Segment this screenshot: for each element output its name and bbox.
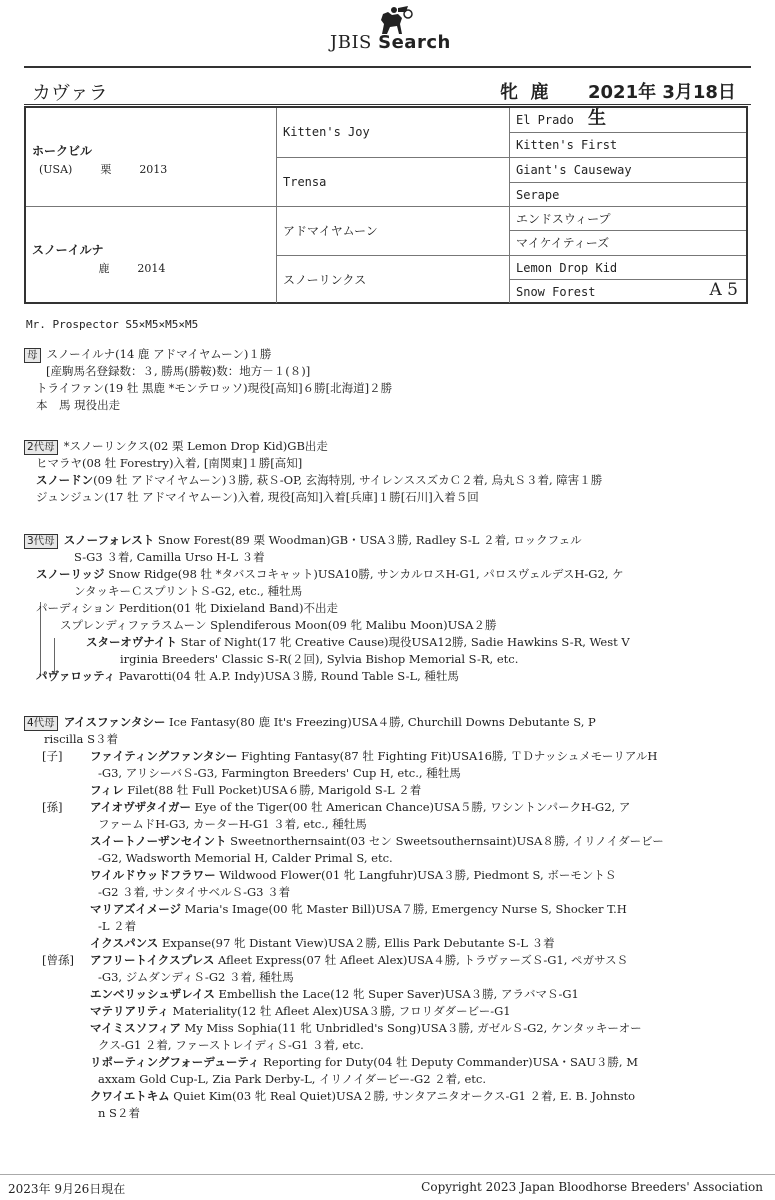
footer-date: 2023年 9月26日現在 <box>8 1182 126 1196</box>
g2-cell: Trensa <box>276 157 509 206</box>
dam-info: 鹿 2014 <box>98 262 166 275</box>
descendant-name: イクスパンス <box>90 936 159 950</box>
descendant-record: Maria's Image(00 牝 Master Bill)USA７勝, Emergency Nurse S, Shocker T.H <box>180 902 627 916</box>
jbis-logo[interactable] <box>326 6 461 54</box>
g3-cell: マイケイティーズ <box>509 230 746 255</box>
continuation: ファームドH-G3, カーターH-G1 ３着, etc., 種牡馬 <box>98 817 367 831</box>
footer-divider <box>0 1174 775 1175</box>
g3-cell: Lemon Drop Kid <box>509 255 746 279</box>
descendant-row <box>24 833 755 850</box>
horse-sex-color: 牝 鹿 <box>500 82 549 103</box>
descendant-row <box>24 1054 755 1071</box>
foal-line: スノードン(09 牡 アドマイヤムーン)３勝, 萩Ｓ-OP, 玄海特別, サイレンススズカＣ２着, 烏丸Ｓ３着, 障害１勝 <box>36 473 603 487</box>
descendant-record: Sweetnorthernsaint(03 セン Sweetsouthernsaint)USA８勝, イリノイダービー <box>226 834 664 848</box>
foal-line: スターオヴナイト Star of Night(17 牝 Creative Cause)現役USA12勝, Sadie Hawkins S-R, West V <box>86 635 630 649</box>
family-number: A 5 <box>709 280 738 300</box>
foal-line: ジュンジュン(17 牡 アドマイヤムーン)入着, 現役[高知]入着[兵庫]１勝[石川]入着５回 <box>36 490 479 504</box>
descendant-row <box>24 1020 755 1037</box>
descendant-record: Wildwood Flower(01 牝 Langfuhr)USA３勝, Piedmont S, ボーモントＳ <box>215 868 617 882</box>
g3-cell: El Prado <box>509 108 746 132</box>
pedigree-table <box>24 106 748 304</box>
continuation: S-G3 ３着, Camilla Urso H-L ３着 <box>74 550 265 564</box>
title-divider <box>24 104 751 105</box>
continuation: -G2 ３着, サンタイサベルＳ-G3 ３着 <box>98 885 291 899</box>
descendant-record: My Miss Sophia(11 牝 Unbridled's Song)USA３勝, ガゼルＳ-G2, ケンタッキーオー <box>180 1021 642 1035</box>
descendant-name: エンベリッシュザレイス <box>90 987 215 1001</box>
descendant-record: Materiality(12 牡 Afleet Alex)USA３勝, フロリダダービー-G1 <box>168 1004 511 1018</box>
descendant-row <box>24 799 755 816</box>
dam-name: スノーイルナ <box>32 243 104 257</box>
g2-cell: Kitten's Joy <box>276 108 509 157</box>
descendant-name: マリアズイメージ <box>90 902 181 916</box>
logo-jbis: JBIS <box>330 32 372 53</box>
dam-stats: [産駒馬名登録数：３, 勝馬(勝鞍)数：地方－１(８)] <box>46 364 311 378</box>
descendant-name: マテリアリティ <box>90 1004 169 1018</box>
continuation: axxam Gold Cup-L, Zia Park Derby-L, イリノイダービー-G2 ２着, etc. <box>98 1072 487 1086</box>
sire-cell <box>26 108 276 206</box>
descendant-row <box>24 1003 755 1020</box>
descendant-name: マイミスソフィア <box>90 1021 181 1035</box>
g3-cell: エンドスウィープ <box>509 206 746 230</box>
foal-line: スプレンディファラスムーン Splendiferous Moon(09 牝 Malibu Moon)USA２勝 <box>60 618 497 632</box>
descendant-record: Afleet Express(07 牡 Afleet Alex)USA４勝, トラヴァーズＳ-G1, ペガサスＳ <box>214 953 629 967</box>
g3-cell: Giant's Causeway <box>509 157 746 182</box>
descendant-name: ワイルドウッドフラワー <box>90 868 216 882</box>
generation-tag: [曾孫] <box>42 953 74 967</box>
continuation: n S２着 <box>98 1106 140 1120</box>
dam-cell <box>26 206 276 303</box>
descendant-record: Filet(88 牡 Full Pocket)USA６勝, Marigold S-L ２着 <box>123 783 422 797</box>
continuation: -G3, アリシーバＳ-G3, Farmington Breeders' Cup H, etc., 種牡馬 <box>98 766 461 780</box>
foal-line: スノーリッジ Snow Ridge(98 牡 *タバスコキャット)USA10勝, サンカルロスH-G1, パロスヴェルデスH-G2, ケ <box>36 567 624 581</box>
generation-tag: [子] <box>42 749 63 763</box>
foal-line: パーディション Perdition(01 牝 Dixieland Band)不出走 <box>36 601 339 615</box>
dam-foal: トライファン(19 牡 黒鹿 *モンテロッソ)現役[高知]６勝[北海道]２勝 <box>36 381 393 395</box>
continuation: irginia Breeders' Classic S-R(２回), Sylvia Bishop Memorial S-R, etc. <box>120 652 519 666</box>
third-dam-badge: 3代母 <box>24 534 58 549</box>
descendant-row <box>24 867 755 884</box>
continuation: -G3, ジムダンディＳ-G2 ３着, 種牡馬 <box>98 970 294 984</box>
g2-cell: アドマイヤムーン <box>276 206 509 255</box>
descendant-name: クワイエトキム <box>90 1089 170 1103</box>
continuation: クス-G1 ２着, ファーストレイディＳ-G1 ３着, etc. <box>98 1038 364 1052</box>
fourth-dam-badge: 4代母 <box>24 716 58 731</box>
descendant-row <box>24 986 755 1003</box>
descendant-row <box>24 935 755 952</box>
footer-copyright: Copyright 2023 Japan Bloodhorse Breeders' Association <box>421 1180 763 1194</box>
second-dam-badge: 2代母 <box>24 440 58 455</box>
descendant-record: Reporting for Duty(04 牡 Deputy Commander)USA・SAU３勝, M <box>259 1055 638 1069</box>
foal-line: パヴァロッティ Pavarotti(04 牡 A.P. Indy)USA３勝, Round Table S-L, 種牡馬 <box>36 669 459 683</box>
continuation: -G2, Wadsworth Memorial H, Calder Primal S, etc. <box>98 851 393 865</box>
descendant-name: ファイティングファンタシー <box>90 749 238 763</box>
dam-line: スノーイルナ(14 鹿 アドマイヤムーン)１勝 <box>46 347 272 361</box>
descendant-name: アフリートイクスプレス <box>90 953 215 967</box>
dam-badge: 母 <box>24 348 41 363</box>
continuation: riscilla S３着 <box>44 732 118 746</box>
descendant-record: Fighting Fantasy(87 牡 Fighting Fit)USA16勝, ＴＤナッシュメモーリアルH <box>237 749 658 763</box>
sire-name: ホークビル <box>32 144 93 158</box>
descendant-row <box>24 952 755 969</box>
g2-cell: スノーリンクス <box>276 255 509 303</box>
g3-cell: Snow Forest <box>509 279 746 303</box>
descendant-row <box>24 901 755 918</box>
descendant-record: Quiet Kim(03 牝 Real Quiet)USA２勝, サンタアニタオークス-G1 ２着, E. B. Johnsto <box>169 1089 636 1103</box>
logo-search: Search <box>378 32 451 53</box>
generation-tag: [孫] <box>42 800 63 814</box>
fourth-dam-section: 4代母 アイスファンタシー Ice Fantasy(80 鹿 It's Freezing)USA４勝, Churchill Downs Debutante S, P riscilla S３着 [子] ファイティングファンタシー Fighting Fantasy(87 牡 Fighting Fit)USA16勝, ＴＤナッシュメモーリアルH -G3, アリシーバＳ-G3, Farmington Breeders' Cup H, etc., 種牡馬 フィレ Filet(88 牡 Full Pocket)USA６勝, Marigold S-L ２着 [孫] アイオヴザタイガー Eye of the Tiger(00 牡 American Chance)USA５勝, ワシントンパークH-G2, ア ファームドH-G3, カーターH-G1 ３着, etc., 種牡馬 スイートノーザンセイント Sweetnorthernsaint(03 セン Sweetsouthernsaint)USA８勝, イリノイダービー -G2, Wadsworth Memorial H, Calder Primal S, etc. ワイルドウッドフラワー Wildwood Flower(01 牝 Langfuhr)USA３勝, Piedmont S, ボーモントＳ -G2 ３着, サンタイサベルＳ-G3 ３着 マリアズイメージ Maria's Image(00 牝 Master Bill)USA７勝, Emergency Nurse S, Shocker T.H -L ２着 イクスパンス Expanse(97 牝 Distant View)USA２勝, Ellis Park Debutante S-L ３着 [曾孫] アフリートイクスプレス Afleet Express(07 牡 Afleet Alex)USA４勝, トラヴァーズＳ-G1, ペガサスＳ -G3, ジムダンディＳ-G2 ３着, 種牡馬 エンベリッシュザレイス Embellish the Lace(12 牝 Super Saver)USA３勝, アラバマＳ-G1 マテリアリティ Materiality(12 牡 Afleet Alex)USA３勝, フロリダダービー-G1 マイミスソフィア My Miss Sophia(11 牝 Unbridled's Song)USA３勝, ガゼルＳ-G2, ケンタッキーオー クス-G1 ２着, ファーストレイディＳ-G1 ３着, etc. リポーティングフォーデューティ Reporting for Duty(04 牡 Deputy Commander)USA・SAU３勝, M axxam Gold Cup-L, Zia Park Derby-L, イリノイダービー-G2 ２着, etc. クワイエトキム Quiet Kim(03 牝 Real Quiet)USA２勝, サンタアニタオークス-G1 ２着, E. B. Johnsto n S２着 <box>24 714 755 1122</box>
descendant-name: スイートノーザンセイント <box>90 834 227 848</box>
horse-birthdate: 2021年 3月18日生 <box>588 82 736 129</box>
descendant-row <box>24 782 755 799</box>
descendant-name: フィレ <box>90 783 124 797</box>
descendant-row <box>24 1088 755 1105</box>
self-line: 本 馬 現役出走 <box>36 398 121 412</box>
continuation: ンタッキーＣスプリントＳ-G2, etc., 種牡馬 <box>74 584 303 598</box>
continuation: -L ２着 <box>98 919 137 933</box>
g3-cell: Serape <box>509 182 746 206</box>
inbreeding-line: Mr. Prospector S5×M5×M5×M5 <box>26 318 199 331</box>
header-divider <box>24 66 751 68</box>
descendant-record: Expanse(97 牝 Distant View)USA２勝, Ellis Park Debutante S-L ３着 <box>158 936 555 950</box>
dam-section <box>24 346 755 414</box>
foal-line: ヒマラヤ(08 牡 Forestry)入着, [南関東]１勝[高知] <box>36 456 303 470</box>
sire-info: (USA) 栗 2013 <box>39 163 168 176</box>
second-dam-section <box>24 438 755 506</box>
second-dam-line: *スノーリンクス(02 栗 Lemon Drop Kid)GB出走 <box>63 439 328 453</box>
descendant-record: Embellish the Lace(12 牝 Super Saver)USA３勝, アラバマＳ-G1 <box>214 987 579 1001</box>
descendant-name: リポーティングフォーデューティ <box>90 1055 260 1069</box>
descendant-row <box>24 748 755 765</box>
descendant-record: Eye of the Tiger(00 牡 American Chance)USA５勝, ワシントンパークH-G2, ア <box>190 800 631 814</box>
descendant-name: アイオヴザタイガー <box>90 800 191 814</box>
g3-cell: Kitten's First <box>509 132 746 157</box>
horse-name: カヴァラ <box>32 82 108 104</box>
third-dam-section: 3代母 スノーフォレスト Snow Forest(89 栗 Woodman)GB・USA３勝, Radley S-L ２着, ロックフェル S-G3 ３着, Camilla Urso H-L ３着 スノーリッジ Snow Ridge(98 牡 *タバスコキャット)USA10勝, サンカルロスH-G1, パロスヴェルデスH-G2, ケ ンタッキーＣスプリントＳ-G2, etc., 種牡馬 パーディション Perdition(01 牝 Dixieland Band)不出走 スプレンディファラスムーン Splendiferous Moon(09 牝 Malibu Moon)USA２勝 スターオヴナイト Star of Night(17 牝 Creative Cause)現役USA12勝, Sadie Hawkins S-R, West V irginia Breeders' Classic S-R(２回), Sylvia Bishop Memorial S-R, etc. パヴァロッティ Pavarotti(04 牡 A.P. Indy)USA３勝, Round Table S-L, 種牡馬 <box>24 532 755 685</box>
